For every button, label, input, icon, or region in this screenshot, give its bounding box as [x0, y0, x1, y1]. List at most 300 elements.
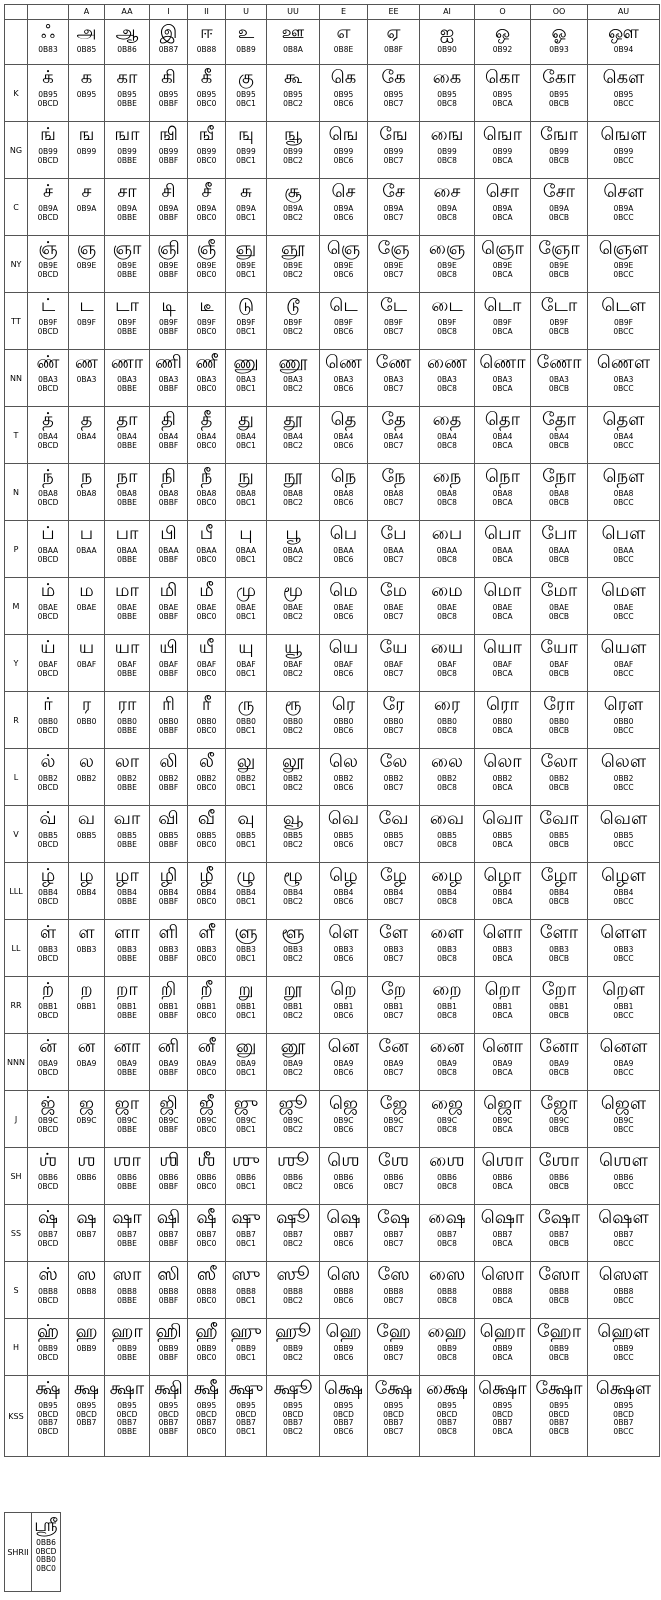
code-point: 0BC0 [196, 440, 217, 450]
char-cell [531, 920, 588, 977]
code-point: 0BCD [37, 611, 59, 621]
glyph: கு [238, 67, 254, 88]
code-point: 0BC7 [383, 1010, 404, 1020]
char-cell [368, 179, 420, 236]
glyph: போ [541, 523, 577, 544]
glyph: யெ [328, 637, 359, 658]
code-point: 0BCA [492, 839, 513, 849]
code-point: 0BB3 [333, 945, 354, 954]
glyph: ஊ [281, 22, 305, 43]
code-point: 0BC1 [236, 155, 256, 165]
code-point: 0B9C [196, 1116, 217, 1125]
char-cell [226, 293, 267, 350]
char-cell [588, 464, 660, 521]
code-point: 0BAA [613, 546, 634, 555]
glyph: றே [380, 979, 407, 1000]
code-point: 0BB4 [492, 888, 513, 897]
code-point: 0BB1 [76, 1002, 97, 1011]
char-cell [531, 1091, 588, 1148]
row-label: M [5, 578, 28, 635]
code-point: 0B99 [117, 147, 137, 156]
char-cell [475, 1376, 531, 1457]
row-label: SH [5, 1148, 28, 1205]
char-cell [320, 464, 368, 521]
code-point: 0BB5 [549, 831, 569, 840]
char-cell [69, 1091, 105, 1148]
char-cell [531, 521, 588, 578]
glyph: எ [336, 22, 351, 43]
code-point: 0BB5 [437, 831, 457, 840]
glyph: டு [237, 295, 255, 316]
code-point: 0BB0 [76, 717, 97, 726]
code-point: 0BBF [158, 725, 179, 735]
code-point: 0BAF [38, 660, 58, 669]
code-point: 0BA3 [383, 375, 404, 384]
char-cell [531, 635, 588, 692]
code-point: 0BCB [548, 839, 570, 849]
code-point: 0B9C [383, 1116, 404, 1125]
glyph: ஸி [157, 1264, 180, 1285]
code-point: 0BBE [117, 1124, 137, 1134]
code-point: 0B99 [76, 147, 97, 156]
glyph: ஸே [377, 1264, 410, 1285]
char-cell [226, 749, 267, 806]
code-point: 0B9E [613, 261, 634, 270]
glyph: னூ [280, 1036, 306, 1057]
code-point: 0BC7 [383, 668, 404, 678]
code-point: 0B9A [76, 204, 97, 213]
code-point: 0B95 [196, 90, 217, 99]
code-point: 0BCA [492, 611, 513, 621]
char-cell [150, 977, 188, 1034]
table-row [5, 122, 660, 179]
code-point: 0BAA [492, 546, 513, 555]
code-point: 0BA3 [196, 375, 217, 384]
code-point: 0BCC [613, 497, 634, 507]
code-point: 0BC0 [196, 668, 217, 678]
char-cell [105, 521, 150, 578]
row-label [5, 20, 28, 65]
code-point: 0B9C [38, 1116, 58, 1125]
code-point: 0BCC [613, 1238, 634, 1248]
char-cell [69, 692, 105, 749]
char-cell [188, 1205, 226, 1262]
code-point: 0BBF [158, 1295, 179, 1305]
row-label: LL [5, 920, 28, 977]
glyph: தௌ [602, 409, 645, 430]
glyph: தெ [330, 409, 357, 430]
table-row [5, 977, 660, 1034]
char-cell [267, 806, 320, 863]
code-point: 0BAA [158, 546, 179, 555]
glyph: மே [379, 580, 408, 601]
code-point: 0B95 [117, 1401, 137, 1410]
code-point: 0BB6 [158, 1173, 179, 1182]
code-point: 0B90 [437, 45, 457, 54]
code-point: 0BC6 [333, 611, 354, 621]
glyph: க்ஷெ [323, 1378, 364, 1399]
code-point: 0BC8 [437, 383, 457, 393]
code-point: 0BC1 [236, 782, 256, 792]
glyph: ந [80, 466, 93, 487]
char-cell [69, 578, 105, 635]
char-cell [188, 1034, 226, 1091]
code-point: 0BC7 [383, 554, 404, 564]
code-point: 0BB4 [613, 888, 634, 897]
glyph: து [238, 409, 254, 430]
code-point: 0BCC [613, 440, 634, 450]
char-cell [150, 1319, 188, 1376]
code-point: 0BC8 [437, 725, 457, 735]
code-point: 0BAF [158, 660, 179, 669]
char-cell [105, 749, 150, 806]
code-point: 0BAF [283, 660, 303, 669]
code-point: 0BA9 [158, 1059, 179, 1068]
char-cell [226, 1319, 267, 1376]
glyph: ஸீ [196, 1264, 217, 1285]
glyph: ஜ [78, 1093, 94, 1114]
code-point: 0BB8 [158, 1287, 179, 1296]
code-point: 0BB6 [383, 1173, 404, 1182]
char-cell [28, 749, 69, 806]
char-cell [226, 521, 267, 578]
code-point: 0BB8 [613, 1287, 634, 1296]
char-cell [320, 863, 368, 920]
char-cell [320, 1319, 368, 1376]
code-point: 0BB7 [283, 1230, 303, 1239]
code-point: 0B9F [236, 318, 256, 327]
char-cell [475, 65, 531, 122]
char-cell [588, 692, 660, 749]
glyph: ழ் [40, 865, 56, 886]
glyph: ஸோ [538, 1264, 580, 1285]
code-point: 0BC2 [283, 896, 303, 906]
code-point: 0BC0 [196, 1010, 217, 1020]
code-point: 0B9A [38, 204, 58, 213]
code-point: 0BC6 [333, 440, 354, 450]
column-header: AA [105, 5, 150, 20]
code-point: 0BC7 [383, 1067, 404, 1077]
glyph: ஸா [112, 1264, 142, 1285]
code-point: 0BCD [37, 1409, 59, 1419]
char-cell [105, 20, 150, 65]
char-cell [368, 464, 420, 521]
char-cell [320, 635, 368, 692]
code-point: 0BA8 [38, 489, 58, 498]
code-point: 0BB1 [117, 1002, 137, 1011]
char-cell [188, 1262, 226, 1319]
glyph: மோ [540, 580, 578, 601]
glyph: னா [113, 1036, 141, 1057]
code-point: 0BA4 [38, 432, 58, 441]
code-point: 0BB0 [613, 717, 634, 726]
char-cell [320, 350, 368, 407]
char-cell [320, 521, 368, 578]
code-point: 0BAF [437, 660, 457, 669]
code-point: 0B9F [437, 318, 457, 327]
row-label: V [5, 806, 28, 863]
glyph: ஸூ [276, 1264, 310, 1285]
code-point: 0BC2 [283, 611, 303, 621]
code-point: 0BC0 [196, 269, 217, 279]
glyph: க்ஷீ [193, 1378, 219, 1399]
code-point: 0BB3 [236, 945, 256, 954]
glyph: ஜௌ [600, 1093, 647, 1114]
code-point: 0BCA [492, 1181, 513, 1191]
code-point: 0BCC [613, 155, 634, 165]
char-cell [320, 578, 368, 635]
glyph: ஞா [112, 238, 142, 259]
char-cell [368, 1091, 420, 1148]
code-point: 0B95 [549, 1401, 569, 1410]
code-point: 0BC2 [283, 326, 303, 336]
glyph: ஷ் [37, 1207, 59, 1228]
code-point: 0BCA [492, 1295, 513, 1305]
char-cell [226, 122, 267, 179]
glyph: ஹு [230, 1321, 262, 1342]
code-point: 0BB7 [383, 1418, 404, 1427]
glyph: வு [237, 808, 255, 829]
glyph: லே [379, 751, 408, 772]
glyph: ஸு [231, 1264, 261, 1285]
char-cell [150, 806, 188, 863]
code-point: 0BC1 [236, 98, 256, 108]
glyph: ழு [236, 865, 256, 886]
glyph: ஶ் [38, 1150, 58, 1171]
code-point: 0BCD [37, 1238, 59, 1248]
code-point: 0BB4 [549, 888, 569, 897]
glyph: ஹ [75, 1321, 98, 1342]
glyph: வி [158, 808, 179, 829]
code-point: 0B99 [549, 147, 569, 156]
code-point: 0BB5 [613, 831, 634, 840]
glyph: ஷு [231, 1207, 261, 1228]
code-point: 0B9E [383, 261, 404, 270]
glyph: வ் [39, 808, 57, 829]
code-point: 0BC0 [196, 782, 217, 792]
char-cell [588, 749, 660, 806]
glyph: கீ [200, 67, 213, 88]
glyph: ஓ [551, 22, 567, 43]
glyph: ஸ [76, 1264, 97, 1285]
char-cell [28, 977, 69, 1034]
char-cell [69, 350, 105, 407]
code-point: 0BB7 [158, 1230, 179, 1239]
row-label: N [5, 464, 28, 521]
glyph: ல [79, 751, 94, 772]
code-point: 0BB9 [333, 1344, 354, 1353]
glyph: ஸொ [481, 1264, 524, 1285]
code-point: 0BB2 [333, 774, 354, 783]
char-cell [105, 122, 150, 179]
code-point: 0B9A [283, 204, 303, 213]
glyph: ஜோ [540, 1093, 578, 1114]
code-point: 0BAA [383, 546, 404, 555]
code-point: 0BAA [196, 546, 217, 555]
code-point: 0BB7 [38, 1230, 58, 1239]
code-point: 0BB2 [196, 774, 217, 783]
char-cell [531, 1262, 588, 1319]
row-label: L [5, 749, 28, 806]
code-point: 0BC0 [196, 1238, 217, 1248]
code-point: 0B95 [492, 1401, 513, 1410]
code-point: 0B9C [613, 1116, 634, 1125]
char-cell [368, 977, 420, 1034]
code-point: 0BCC [613, 953, 634, 963]
code-point: 0B95 [333, 90, 354, 99]
char-cell [531, 749, 588, 806]
code-point: 0B99 [196, 147, 217, 156]
code-point: 0B9C [236, 1116, 256, 1125]
char-cell [368, 1376, 420, 1457]
code-point: 0BC1 [236, 554, 256, 564]
code-point: 0BA9 [549, 1059, 569, 1068]
code-point: 0BB6 [236, 1173, 256, 1182]
row-label: NNN [5, 1034, 28, 1091]
code-point: 0BC8 [437, 326, 457, 336]
glyph: த [80, 409, 93, 430]
code-point: 0B9A [333, 204, 354, 213]
code-point: 0B9A [492, 204, 513, 213]
glyph: டொ [483, 295, 522, 316]
char-cell [105, 806, 150, 863]
code-point: 0BB4 [196, 888, 217, 897]
glyph: ஹே [376, 1321, 411, 1342]
code-point: 0BC1 [236, 1124, 256, 1134]
code-point: 0BC8 [437, 155, 457, 165]
code-point: 0BB2 [492, 774, 513, 783]
glyph: ஶோ [538, 1150, 580, 1171]
glyph: யூ [284, 637, 302, 658]
glyph: லௌ [600, 751, 647, 772]
glyph: ட [79, 295, 94, 316]
code-point: 0BCB [548, 953, 570, 963]
code-point: 0BBE [117, 155, 137, 165]
code-point: 0BB0 [492, 717, 513, 726]
char-cell [420, 977, 475, 1034]
code-point: 0BB9 [283, 1344, 303, 1353]
glyph: நை [432, 466, 462, 487]
char-cell [28, 920, 69, 977]
glyph: ஞீ [196, 238, 217, 259]
code-point: 0BA9 [236, 1059, 256, 1068]
char-cell [320, 749, 368, 806]
code-point: 0BB7 [549, 1230, 569, 1239]
code-point: 0BBF [158, 497, 179, 507]
table-row [5, 20, 660, 65]
code-point: 0BCB [548, 1352, 570, 1362]
code-point: 0BA4 [283, 432, 303, 441]
char-cell [267, 179, 320, 236]
char-cell [105, 65, 150, 122]
code-point: 0BCD [37, 1067, 59, 1077]
code-point: 0BA8 [158, 489, 179, 498]
glyph: ம [79, 580, 94, 601]
code-point: 0BB8 [38, 1287, 58, 1296]
glyph: ழூ [283, 865, 303, 886]
glyph: க்ஷை [425, 1378, 469, 1399]
code-point: 0B85 [76, 45, 97, 54]
char-cell [320, 1034, 368, 1091]
code-point: 0BC1 [236, 1238, 256, 1248]
char-cell [320, 407, 368, 464]
glyph: று [238, 979, 254, 1000]
glyph: டெ [329, 295, 358, 316]
glyph: ண [75, 352, 98, 373]
glyph: சு [240, 181, 252, 202]
glyph: ச [81, 181, 92, 202]
char-cell [267, 1376, 320, 1457]
glyph: ற [80, 979, 93, 1000]
code-point: 0BC1 [236, 1352, 256, 1362]
code-point: 0B9C [333, 1116, 354, 1125]
glyph: க்ஷோ [535, 1378, 583, 1399]
code-point: 0BA9 [76, 1059, 97, 1068]
table-row [5, 65, 660, 122]
char-cell [588, 179, 660, 236]
code-point: 0BB2 [549, 774, 569, 783]
char-cell [69, 179, 105, 236]
char-cell [69, 236, 105, 293]
code-point: 0BBE [117, 1295, 137, 1305]
code-point: 0BB6 [36, 1538, 56, 1547]
code-point: 0BC7 [383, 326, 404, 336]
char-cell [267, 407, 320, 464]
glyph: நீ [200, 466, 213, 487]
code-point: 0BB8 [383, 1287, 404, 1296]
char-cell [588, 1034, 660, 1091]
glyph: பு [239, 523, 253, 544]
glyph: தோ [542, 409, 576, 430]
glyph: பே [380, 523, 407, 544]
glyph: அ [76, 22, 97, 43]
char-cell [475, 1205, 531, 1262]
code-point: 0BA4 [437, 432, 457, 441]
glyph: ஜா [114, 1093, 140, 1114]
code-point: 0BC7 [383, 896, 404, 906]
code-point: 0BCC [613, 98, 634, 108]
code-point: 0BB9 [38, 1344, 58, 1353]
table-row [5, 1148, 660, 1205]
glyph: நோ [542, 466, 576, 487]
glyph: மௌ [601, 580, 646, 601]
code-point: 0BBE [117, 98, 137, 108]
code-point: 0BB7 [283, 1418, 303, 1427]
glyph: ஜீ [198, 1093, 215, 1114]
code-point: 0BC6 [333, 1295, 354, 1305]
code-point: 0BA8 [76, 489, 97, 498]
code-point: 0BBF [158, 839, 179, 849]
char-cell [188, 1319, 226, 1376]
column-header: EE [368, 5, 420, 20]
code-point: 0BBE [117, 1010, 137, 1020]
glyph: றௌ [602, 979, 645, 1000]
char-cell [226, 1148, 267, 1205]
char-cell [475, 578, 531, 635]
glyph: ணௌ [596, 352, 651, 373]
char-cell [531, 464, 588, 521]
char-cell [475, 464, 531, 521]
glyph: ஙு [238, 124, 254, 145]
glyph: நூ [283, 466, 303, 487]
glyph: சீ [201, 181, 212, 202]
code-point: 0BCD [37, 554, 59, 564]
code-point: 0BAA [436, 546, 458, 555]
code-point: 0BAA [116, 546, 138, 555]
code-point: 0B8E [333, 45, 354, 54]
char-cell [105, 293, 150, 350]
char-cell [150, 179, 188, 236]
